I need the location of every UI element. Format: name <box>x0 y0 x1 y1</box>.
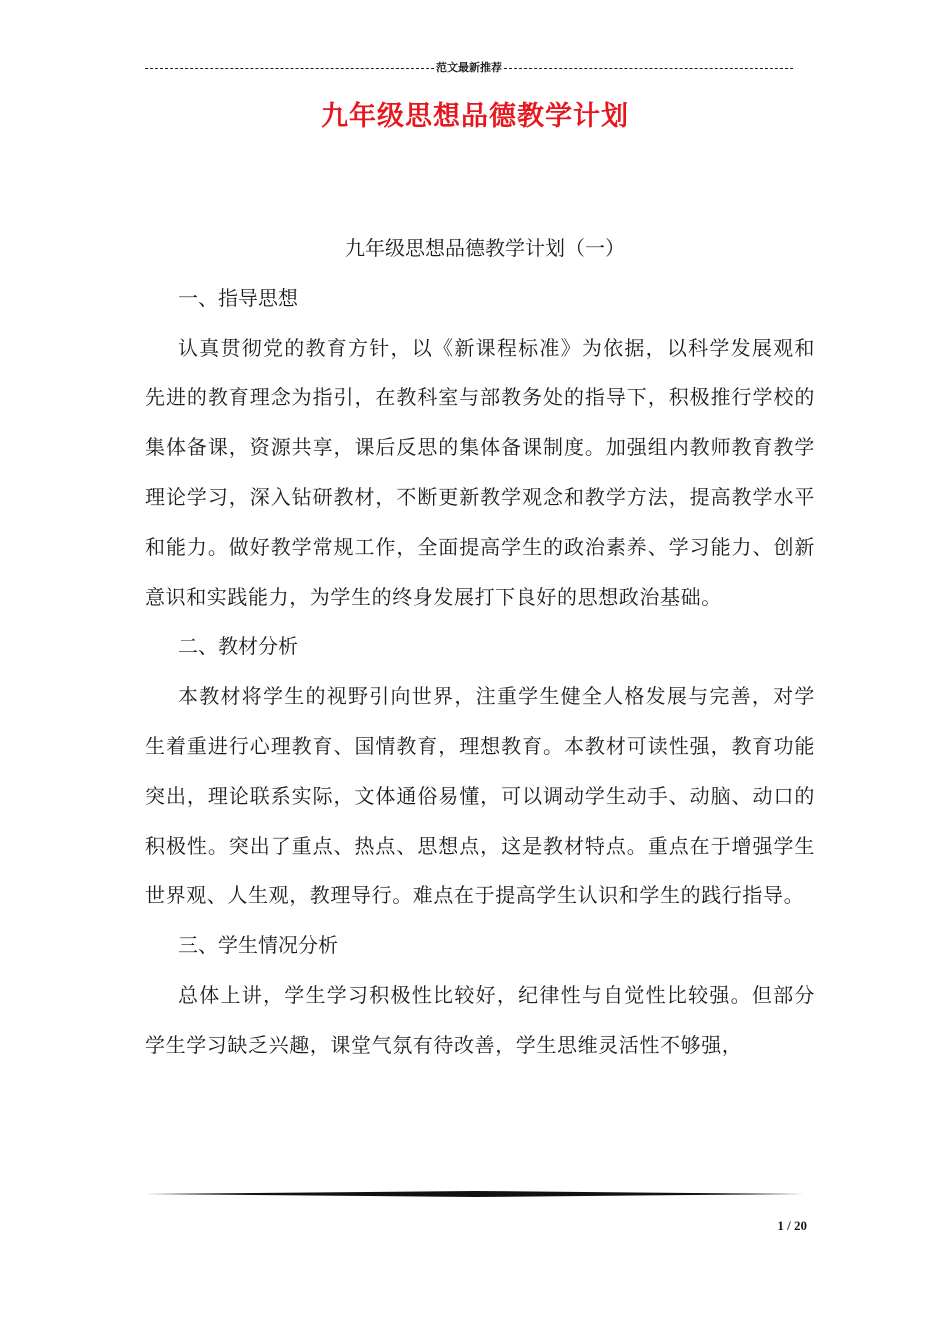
document-subtitle: 九年级思想品德教学计划（一） <box>345 236 625 260</box>
banner-dashes-left <box>145 68 434 69</box>
header-banner <box>145 58 793 78</box>
footer-rule <box>145 1190 805 1198</box>
section-heading-textbook-analysis: 二、教材分析 <box>178 634 298 659</box>
banner-dashes-right <box>504 68 793 69</box>
section-paragraph-textbook-analysis: 本教材将学生的视野引向世界，注重学生健全人格发展与完善，对学生着重进行心理教育、国情教育，理想教育。本教材可读性强，教育功能突出，理论联系实际，文体通俗易懂，可以调动学生动手、动脑、动口的积极性。突出了重点、热点、思想点，这是教材特点。重点在于增强学生世界观、人生观，教理导行。难点在于提高学生认识和学生的践行指导。 <box>145 684 815 908</box>
section-paragraph-student-analysis: 总体上讲，学生学习积极性比较好，纪律性与自觉性比较强。但部分学生学习缺乏兴趣，课堂气氛有待改善，学生思维灵活性不够强， <box>145 982 815 1057</box>
document-title: 九年级思想品德教学计划 <box>321 101 629 132</box>
page-number: 1 / 20 <box>777 1218 807 1233</box>
section-heading-guiding-thought: 一、指导思想 <box>178 285 298 310</box>
banner-text: 范文最新推荐 <box>436 61 502 74</box>
section-heading-student-analysis: 三、学生情况分析 <box>178 933 338 958</box>
section-paragraph-guiding-thought: 认真贯彻党的教育方针，以《新课程标准》为依据，以科学发展观和先进的教育理念为指引，在教科室与部教务处的指导下，积极推行学校的集体备课，资源共享，课后反思的集体备课制度。加强组内教师教育教学理论学习，深入钻研教材，不断更新教学观念和教学方法，提高教学水平和能力。做好教学常规工作，全面提高学生的政治素养、学习能力、创新意识和实践能力，为学生的终身发展打下良好的思想政治基础。 <box>145 335 815 609</box>
document-body <box>145 224 815 1071</box>
